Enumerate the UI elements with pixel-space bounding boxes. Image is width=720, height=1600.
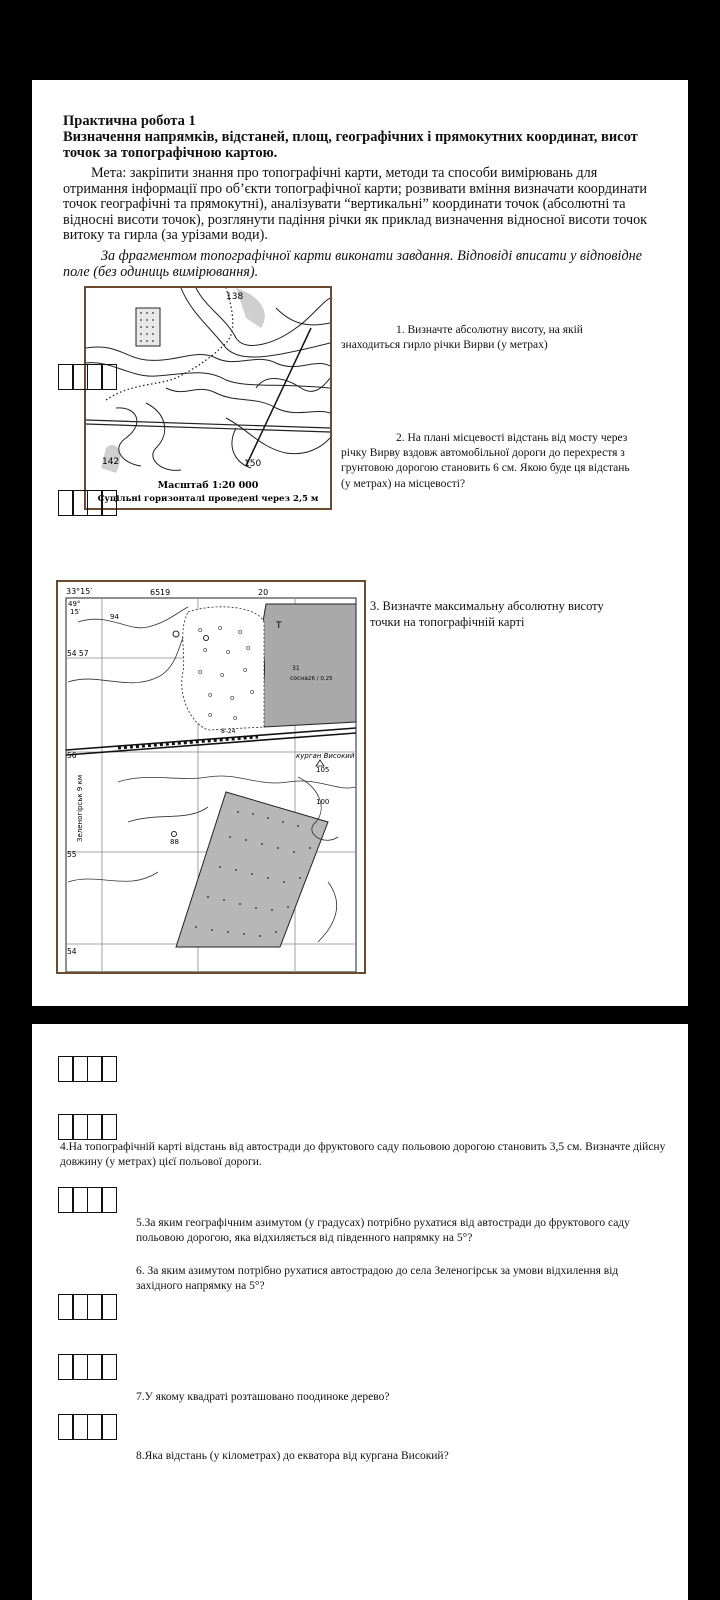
svg-text:o: o [230,694,235,702]
map-2-grid-20: 20 [258,588,269,597]
map-2-latitude-label: 49° [68,600,81,608]
answer-box-7[interactable] [58,1354,116,1380]
map-1-drawing [86,288,330,508]
question-8: 8.Яка відстань (у кілометрах) до екватора від кургана Високий? [136,1450,449,1462]
map-1-height-138: 138 [226,292,244,302]
svg-text:o: o [238,628,243,636]
page-title [63,113,663,161]
svg-text:o: o [198,626,203,634]
question-7: 7.У якому квадраті розташовано поодиноке дерево? [136,1391,390,1403]
map-2-kurgan-label: курган Високий [296,752,355,760]
answer-box-6[interactable] [58,1294,116,1320]
answer-box-4[interactable] [58,1114,116,1140]
map-2-grid-65: 65 [150,588,161,597]
answer-box-2[interactable] [58,490,116,516]
map-2-tree-height: 31 [292,665,300,672]
map-2-pine-dims: 26 / 0,25 [308,676,333,682]
question-2: 2. На плані місцевості відстань від мосту через річку Вирву вздовж автомобільної дороги до перехрестя з грунтовою дорогою становить 6 см. Якою буде ця відстань (у метрах) на місцевості? [341,432,630,490]
svg-text:o: o [243,666,248,674]
svg-text:o: o [208,711,213,719]
question-6: 6. За яким азимутом потрібно рухатися автострадою до села Зеленогірськ за умови відхилення від західного напрямку на 5°? [136,1265,619,1293]
title-line-2: Визначення напрямків, відстаней, площ, географічних і прямокутних координат, висот точок за топографічною картою. [63,129,638,161]
svg-text:o: o [220,671,225,679]
svg-text:o: o [233,714,238,722]
svg-text:T: T [276,621,282,631]
answer-box-1[interactable] [58,364,116,390]
answer-box-8[interactable] [58,1414,116,1440]
question-1: 1. Визначте абсолютну висоту, на якій знаходиться гирло річки Вирви (у метрах) [341,324,583,352]
svg-text:o: o [208,691,213,699]
map-1-scale: Масштаб 1:20 000 [157,480,259,491]
map-2-grid-56: 56 [67,751,77,760]
title-line-1: Практична робота 1 [63,113,196,129]
svg-text:o: o [203,646,208,654]
svg-text:o: o [198,668,203,676]
map-2-drawing [58,582,364,972]
map-2-road-label: 8–24 [221,728,236,735]
question-4: 4.На топографічній карті відстань від автостради до фруктового саду польовою дорогою становить 3,5 см. Визначте дійсну довжину (у метрах) цієї польової дороги. [60,1141,666,1169]
worksheet-page-1 [32,80,688,1006]
answer-box-3[interactable] [58,1056,116,1082]
question-3: 3. Визначте максимальну абсолютну висоту точки на топографічній карті [370,599,604,629]
map-2-height-94: 94 [110,613,119,621]
map-2-latitude-minutes: 15′ [70,608,81,616]
map-1-height-142: 142 [102,457,120,467]
worksheet-page-2 [32,1024,688,1600]
answer-box-5[interactable] [58,1187,116,1213]
topographic-map-2 [56,580,366,974]
topographic-map-1 [84,286,332,510]
goal-paragraph: Мета: закріпити знання про топографічні карти, методи та способи вимірювань для отримання інформації про об’єкти топографічної карти; розвивати вміння визначати координати точок географічні та прямокутні), аналізувати “вертикальні” координати точок (абсолютні та відносні висоти точок), розглянути падіння річки як приклад визначення відносної висоти точок витоку та гирла (за урізами води). [63,165,648,244]
map-2-grid-54: 54 [67,947,77,956]
map-2-height-105: 105 [316,766,330,774]
map-2-grid-19: 19 [160,588,171,597]
question-5: 5.За яким географічним азимутом (у градусах) потрібно рухатися від автостради до фруктового саду польовою дорогою, яка відхиляється від південного напрямку на 5°? [136,1217,630,1245]
map-1-height-150: 150 [244,459,262,469]
map-2-direction-label: Зеленогірськ 9 км [76,774,84,842]
svg-text:o: o [226,648,231,656]
svg-text:o: o [250,688,255,696]
map-2-longitude-label: 33°15′ [66,587,93,596]
map-1-contour-note: Суцільні горизонталі проведені через 2,5 м [97,494,319,504]
map-2-height-88: 88 [170,838,179,846]
map-2-height-100: 100 [316,798,330,806]
svg-text:o: o [218,624,223,632]
map-2-grid-5457: 54 57 [67,649,89,658]
map-2-pine-label: сосна [290,675,308,682]
svg-text:o: o [246,644,251,652]
map-2-grid-55: 55 [67,850,77,859]
instruction-paragraph: За фрагментом топографічної карти виконати завдання. Відповіді вписати у відповідне поле (без одиниць вимірювання). [63,248,643,280]
